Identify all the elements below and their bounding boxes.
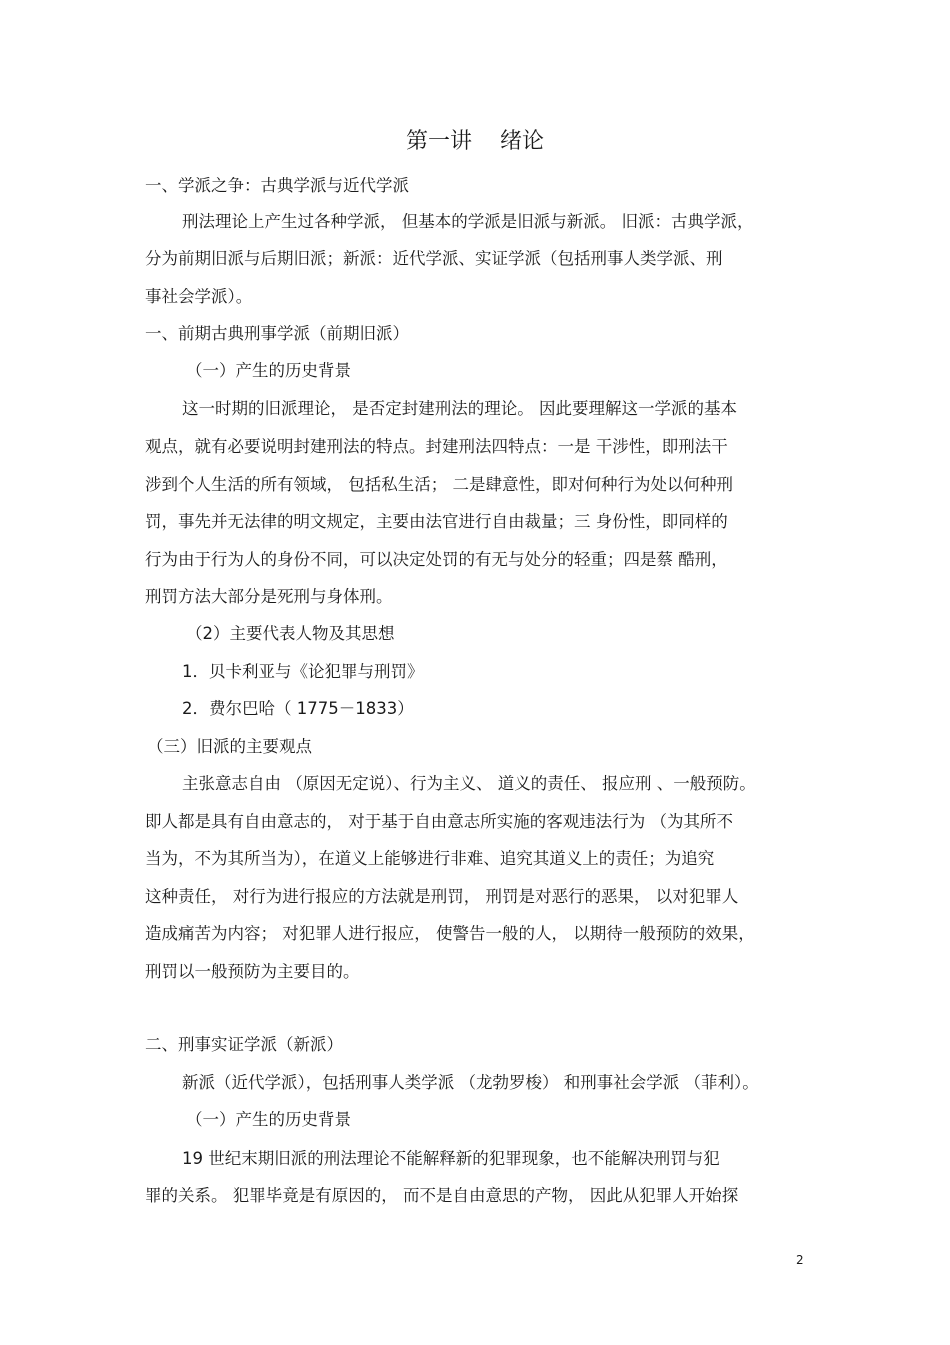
paragraph-line: 刑罚以一般预防为主要目的。 (145, 962, 360, 981)
paragraph-line: 刑法理论上产生过各种学派， 但基本的学派是旧派与新派。 旧派：古典学派， (182, 212, 754, 231)
list-item: 2．费尔巴哈（ 1775－1833） (182, 699, 414, 718)
section-heading: 一、学派之争：古典学派与近代学派 (145, 176, 409, 195)
section-heading: 二、刑事实证学派（新派） (145, 1035, 343, 1054)
paragraph-line: 这种责任， 对行为进行报应的方法就是刑罚， 刑罚是对恶行的恶果， 以对犯罪人 (145, 887, 739, 906)
subsection-heading: （三）旧派的主要观点 (147, 737, 312, 756)
section-heading: 一、前期古典刑事学派（前期旧派） (145, 324, 409, 343)
paragraph-line: 19 世纪末期旧派的刑法理论不能解释新的犯罪现象，也不能解决刑罚与犯 (182, 1149, 720, 1168)
subsection-heading: （一）产生的历史背景 (186, 361, 351, 380)
paragraph-line: 罪的关系。 犯罪毕竟是有原因的， 而不是自由意思的产物， 因此从犯罪人开始探 (145, 1186, 739, 1205)
paragraph-line: 新派（近代学派），包括刑事人类学派 （龙勃罗梭） 和刑事社会学派 （菲利）。 (182, 1073, 759, 1092)
paragraph-line: 当为，不为其所当为），在道义上能够进行非难、追究其道义上的责任；为追究 (145, 849, 715, 868)
paragraph-line: 即人都是具有自由意志的， 对于基于自由意志所实施的客观违法行为 （为其所不 (145, 812, 733, 831)
paragraph-line: 造成痛苦为内容； 对犯罪人进行报应， 使警告一般的人， 以期待一般预防的效果， (145, 924, 755, 943)
paragraph-line: 观点，就有必要说明封建刑法的特点。封建刑法四特点：一是 干涉性，即刑法干 (145, 437, 728, 456)
page-number: 2 (796, 1253, 804, 1267)
paragraph-line: 分为前期旧派与后期旧派；新派：近代学派、实证学派（包括刑事人类学派、刑 (145, 249, 723, 268)
paragraph-line: 罚，事先并无法律的明文规定，主要由法官进行自由裁量；三 身份性，即同样的 (145, 512, 728, 531)
subsection-heading: （2）主要代表人物及其思想 (186, 624, 395, 643)
paragraph-line: 这一时期的旧派理论， 是否定封建刑法的理论。 因此要理解这一学派的基本 (182, 399, 737, 418)
page-title: 第一讲 绪论 (406, 129, 544, 154)
subsection-heading: （一）产生的历史背景 (186, 1110, 351, 1129)
paragraph-line: 涉到个人生活的所有领域， 包括私生活； 二是肆意性，即对何种行为处以何种刑 (145, 475, 733, 494)
list-item: 1．贝卡利亚与《论犯罪与刑罚》 (182, 662, 424, 681)
paragraph-line: 行为由于行为人的身份不同，可以决定处罚的有无与处分的轻重；四是蔡 酷刑， (145, 550, 728, 569)
paragraph-line: 主张意志自由 （原因无定说）、行为主义、 道义的责任、 报应刑 、一般预防。 (182, 774, 756, 793)
paragraph-line: 刑罚方法大部分是死刑与身体刑。 (145, 587, 393, 606)
paragraph-line: 事社会学派）。 (145, 287, 253, 306)
